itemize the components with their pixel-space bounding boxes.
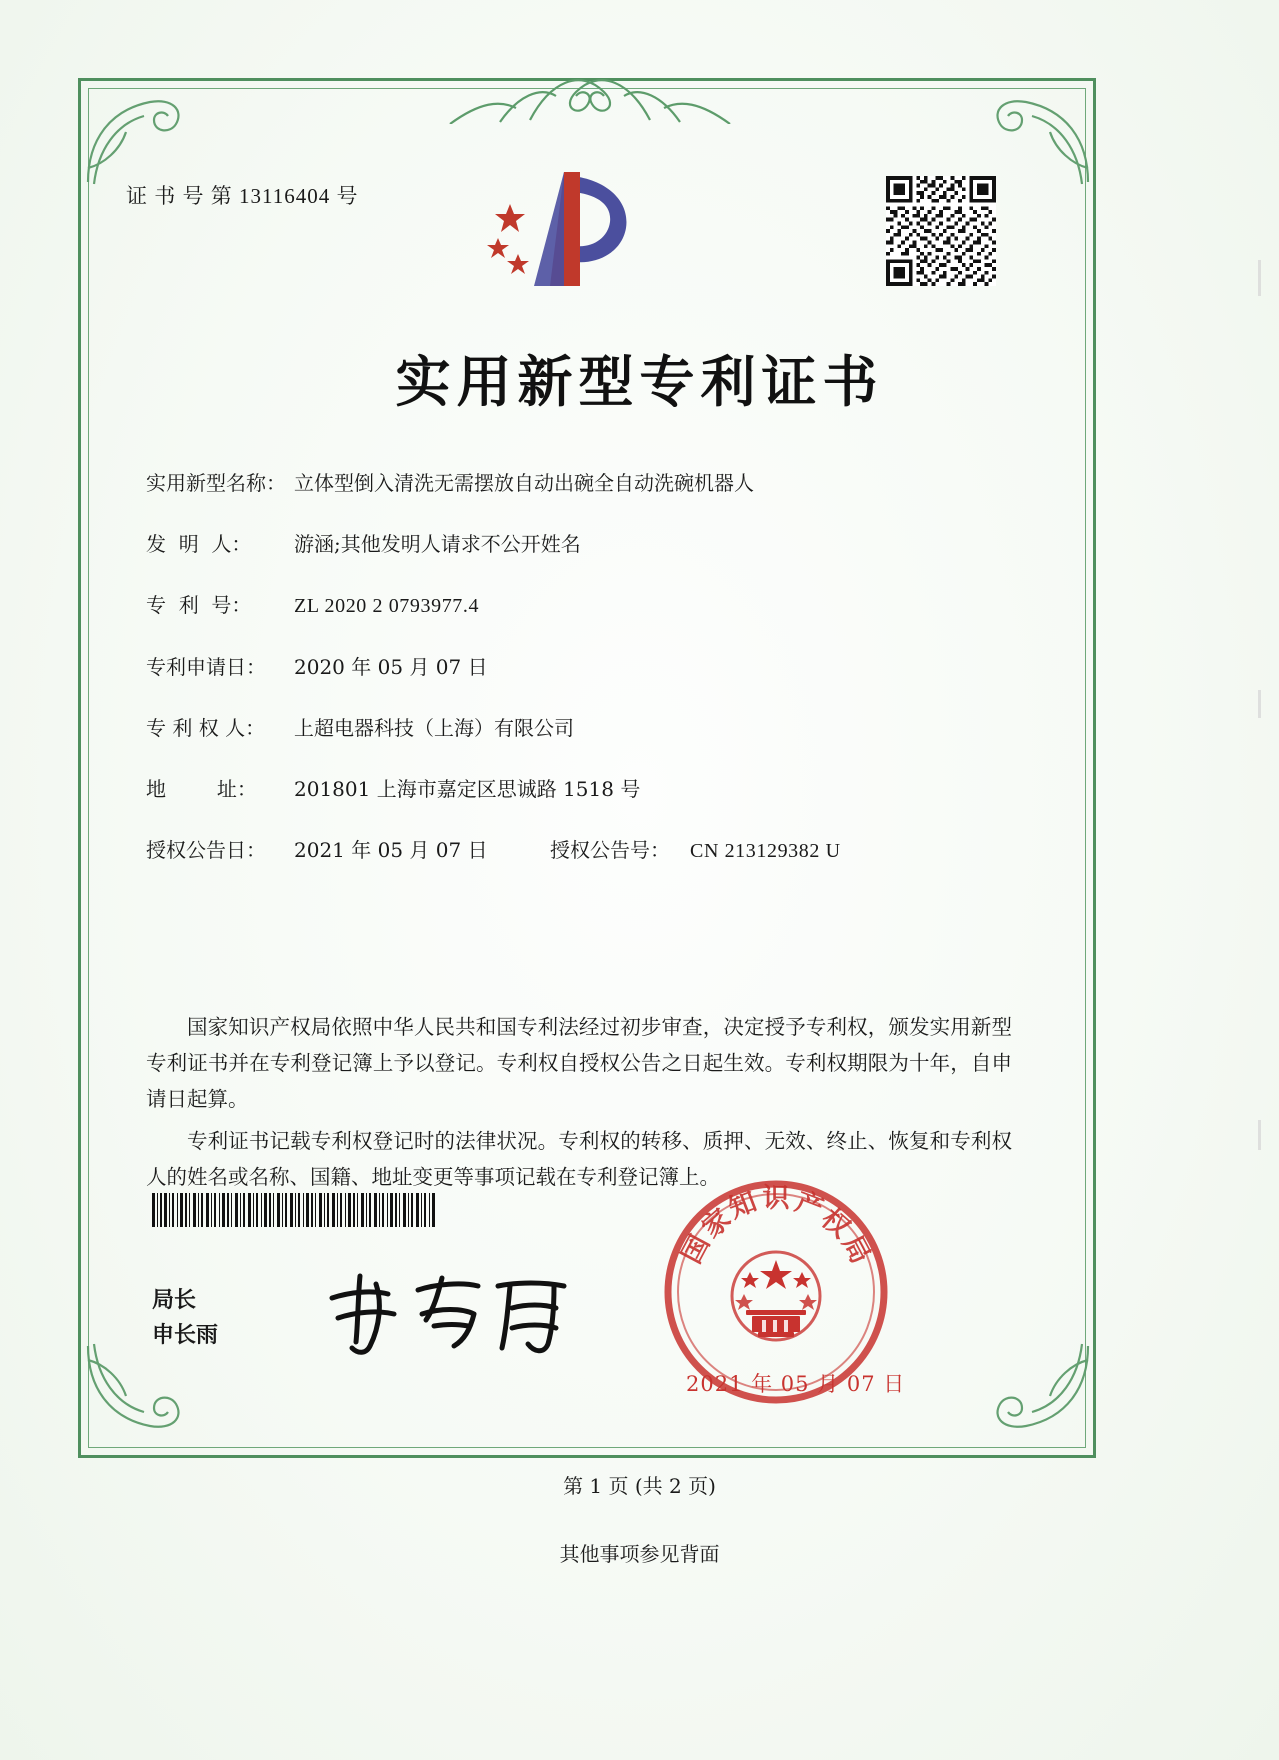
field-label: 地 址： xyxy=(146,777,257,801)
scan-artifact xyxy=(1258,260,1261,296)
svg-text:识: 识 xyxy=(762,1183,790,1214)
svg-text:家: 家 xyxy=(696,1203,737,1245)
field-row-application-date xyxy=(146,654,1006,680)
field-value: 上超电器科技（上海）有限公司 xyxy=(294,716,574,740)
scan-artifact xyxy=(1258,1120,1261,1150)
field-value-grant-date: 2021 年 05 月 07 日 xyxy=(294,838,488,862)
field-row-patent-number xyxy=(146,592,1006,619)
scan-artifact xyxy=(1258,690,1261,718)
field-label-grant-date: 授权公告日： xyxy=(146,838,266,862)
field-value: 游涵;其他发明人请求不公开姓名 xyxy=(294,532,581,556)
field-label: 发 明 人： xyxy=(146,532,252,556)
field-row-address xyxy=(146,776,1006,802)
signatory-name: 申长雨 xyxy=(152,1322,219,1349)
field-row-patentee xyxy=(146,715,1006,741)
field-label-grant-number: 授权公告号： xyxy=(550,838,670,862)
field-row-grant-announcement xyxy=(146,837,1006,864)
field-row-inventor xyxy=(146,531,1006,557)
signatory-role: 局长 xyxy=(152,1287,197,1313)
field-label: 专 利 权 人： xyxy=(146,716,266,740)
cnipa-logo-icon xyxy=(480,168,660,298)
field-list xyxy=(146,470,1006,899)
field-value-grant-number: CN 213129382 U xyxy=(690,840,841,862)
signature-block xyxy=(152,1283,218,1353)
barcode xyxy=(152,1193,436,1227)
svg-text:产: 产 xyxy=(790,1186,828,1225)
legal-text-block xyxy=(146,1010,1012,1201)
svg-text:知: 知 xyxy=(724,1186,762,1225)
field-value: 立体型倒入清洗无需摆放自动出碗全自动洗碗机器人 xyxy=(294,471,754,495)
field-value: 2020 年 05 月 07 日 xyxy=(294,655,488,679)
legal-paragraph-2: 专利证书记载专利权登记时的法律状况。专利权的转移、质押、无效、终止、恢复和专利权人的姓名或名称、国籍、地址变更等事项记载在专利登记簿上。 xyxy=(146,1128,1012,1189)
back-side-note: 其他事项参见背面 xyxy=(559,1542,720,1566)
seal-date: 2021 年 05 月 07 日 xyxy=(686,1372,906,1396)
handwritten-signature-icon xyxy=(322,1268,582,1358)
page-number: 第 1 页 (共 2 页) xyxy=(563,1474,716,1498)
field-row-utility-model-name xyxy=(146,470,1006,496)
field-value: 201801 上海市嘉定区思诚路 1518 号 xyxy=(294,777,641,801)
field-label: 实用新型名称： xyxy=(146,471,286,495)
field-label: 专 利 号： xyxy=(146,593,252,617)
page-title: 实用新型专利证书 xyxy=(395,349,884,414)
qr-code-icon xyxy=(886,176,996,286)
certificate-number: 证 书 号 第 13116404 号 xyxy=(126,184,359,208)
svg-text:权: 权 xyxy=(815,1203,856,1245)
field-value: ZL 2020 2 0793977.4 xyxy=(294,595,480,617)
field-label: 专利申请日： xyxy=(146,655,266,679)
svg-text:国: 国 xyxy=(676,1230,717,1269)
legal-paragraph-1: 国家知识产权局依照中华人民共和国专利法经过初步审查，决定授予专利权，颁发实用新型专利证书并在专利登记簿上予以登记。专利权自授权公告之日起生效。专利权期限为十年，自申请日起算。 xyxy=(146,1015,1012,1111)
svg-text:局: 局 xyxy=(835,1230,876,1269)
